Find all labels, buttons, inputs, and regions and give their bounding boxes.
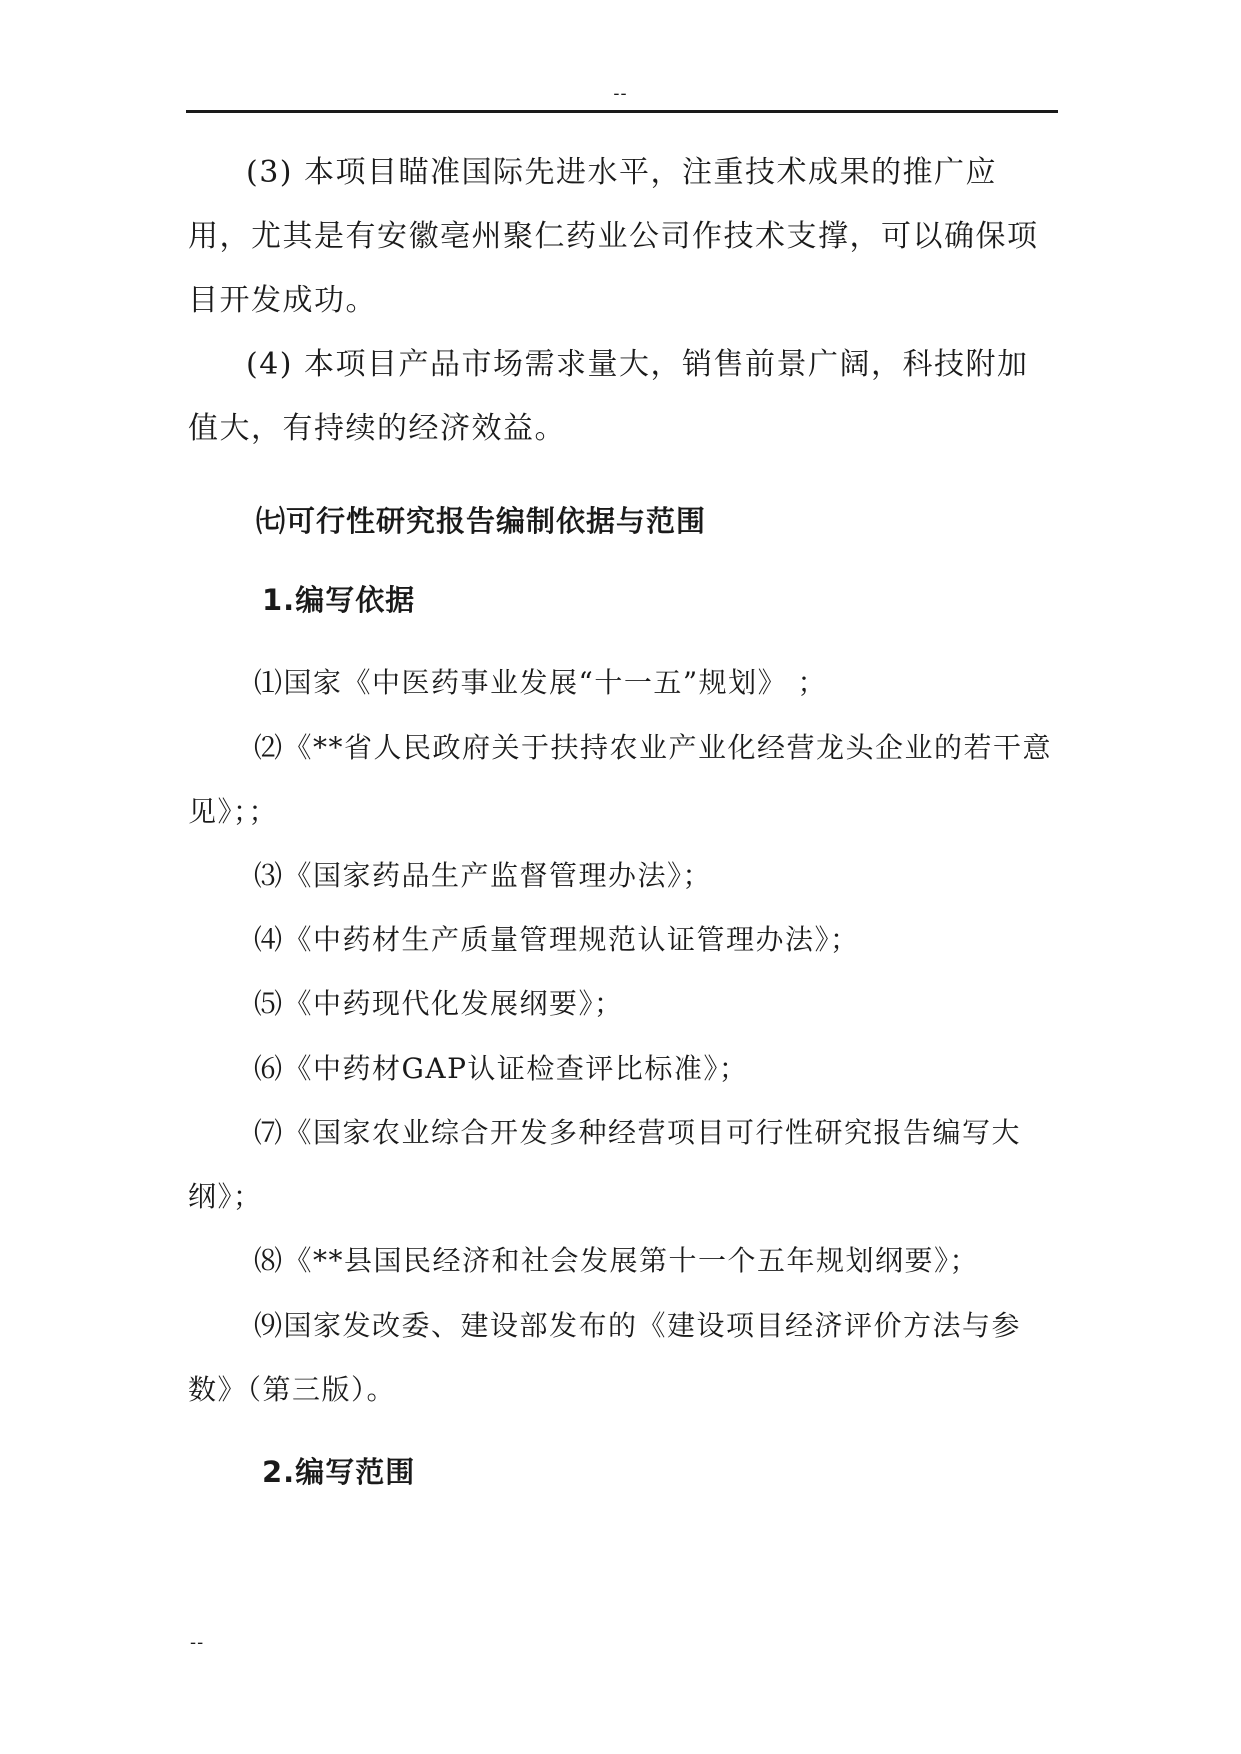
subheading-basis: 1.编写依据: [262, 583, 416, 617]
basis-item-1: ⑴国家《中医药事业发展“十一五”规划》 ；: [254, 666, 828, 699]
basis-item-9: ⑼国家发改委、建设部发布的《建设项目经济评价方法与参数》（第三版）。: [188, 1309, 1022, 1406]
basis-item-7: ⑺《国家农业综合开发多种经营项目可行性研究报告编写大纲》；: [188, 1116, 1022, 1213]
page-footer-mark: --: [190, 1632, 205, 1653]
page-header-mark: --: [613, 83, 628, 104]
paragraph-item-3: (3) 本项目瞄准国际先进水平，注重技术成果的推广应用，尤其是有安徽亳州聚仁药业公司作技术支撑，可以确保项目开发成功。: [188, 155, 1039, 318]
basis-item-3: ⑶《国家药品生产监督管理办法》；: [254, 859, 713, 892]
basis-item-5: ⑸《中药现代化发展纲要》；: [254, 987, 624, 1020]
subheading-scope: 2.编写范围: [262, 1455, 416, 1489]
basis-item-4: ⑷《中药材生产质量管理规范认证管理办法》；: [254, 923, 860, 956]
basis-item-8: ⑻《**县国民经济和社会发展第十一个五年规划纲要》；: [254, 1244, 980, 1277]
header-rule: [186, 110, 1058, 113]
basis-item-6: ⑹《中药材GAP认证检查评比标准》；: [254, 1052, 749, 1085]
paragraph-item-4: (4) 本项目产品市场需求量大，销售前景广阔，科技附加值大，有持续的经济效益。: [188, 347, 1029, 446]
basis-item-2: ⑵《**省人民政府关于扶持农业产业化经营龙头企业的若干意见》；；: [188, 731, 1053, 828]
section-heading: ㈦可行性研究报告编制依据与范围: [256, 504, 707, 538]
